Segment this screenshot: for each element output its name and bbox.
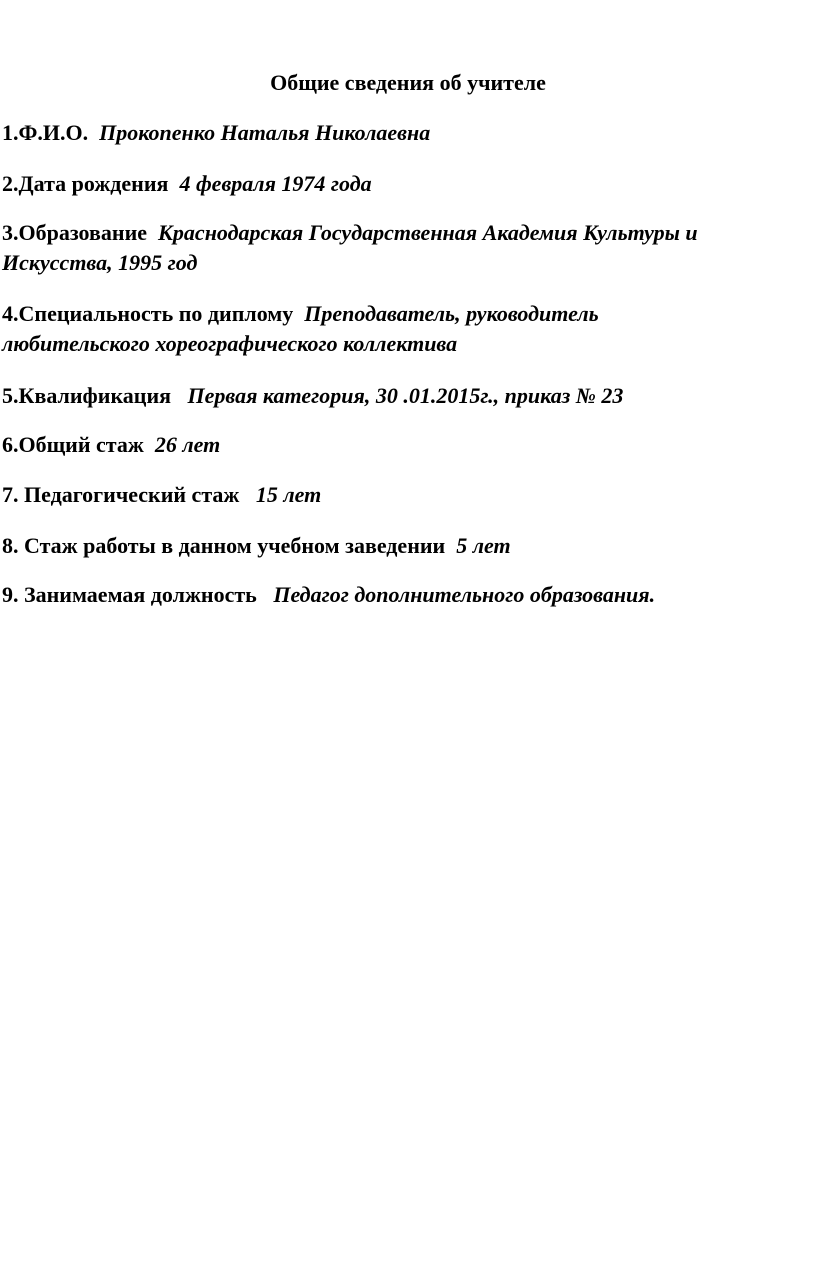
- item-value-continued: Искусства, 1995 год: [2, 250, 198, 275]
- item-label: 9. Занимаемая должность: [2, 582, 257, 607]
- item-value: 15 лет: [255, 482, 322, 507]
- item-value: Педагог дополнительного образования.: [273, 582, 656, 607]
- item-label: 5.Квалификация: [2, 383, 172, 408]
- info-item-name: [2, 118, 802, 148]
- info-item-teaching-experience: [2, 480, 802, 510]
- item-value: Прокопенко Наталья Николаевна: [99, 120, 431, 145]
- info-item-qualification: [2, 381, 802, 411]
- info-item-birthdate: [2, 169, 802, 199]
- item-label: 1.Ф.И.О.: [2, 120, 89, 145]
- item-label: 4.Специальность по диплому: [2, 301, 294, 326]
- page-title: Общие сведения об учителе: [270, 70, 546, 95]
- item-value: 4 февраля 1974 года: [179, 171, 372, 196]
- item-label: 7. Педагогический стаж: [2, 482, 240, 507]
- item-value: Краснодарская Государственная Академия Культуры и: [158, 220, 698, 245]
- item-value: 26 лет: [154, 432, 221, 457]
- info-item-total-experience: [2, 430, 802, 460]
- item-label: 8. Стаж работы в данном учебном заведении: [2, 533, 446, 558]
- item-label: 2.Дата рождения: [2, 171, 169, 196]
- item-value: 5 лет: [456, 533, 511, 558]
- item-label: 6.Общий стаж: [2, 432, 144, 457]
- info-item-position: [2, 580, 802, 610]
- info-item-education: [2, 218, 802, 278]
- item-value: Преподаватель, руководитель: [304, 301, 599, 326]
- item-label: 3.Образование: [2, 220, 148, 245]
- info-item-specialty: [2, 299, 802, 359]
- item-value: Первая категория, 30 .01.2015г., приказ № 23: [187, 383, 624, 408]
- info-item-institution-experience: [2, 531, 802, 561]
- item-value-continued: любительского хореографического коллектива: [2, 331, 458, 356]
